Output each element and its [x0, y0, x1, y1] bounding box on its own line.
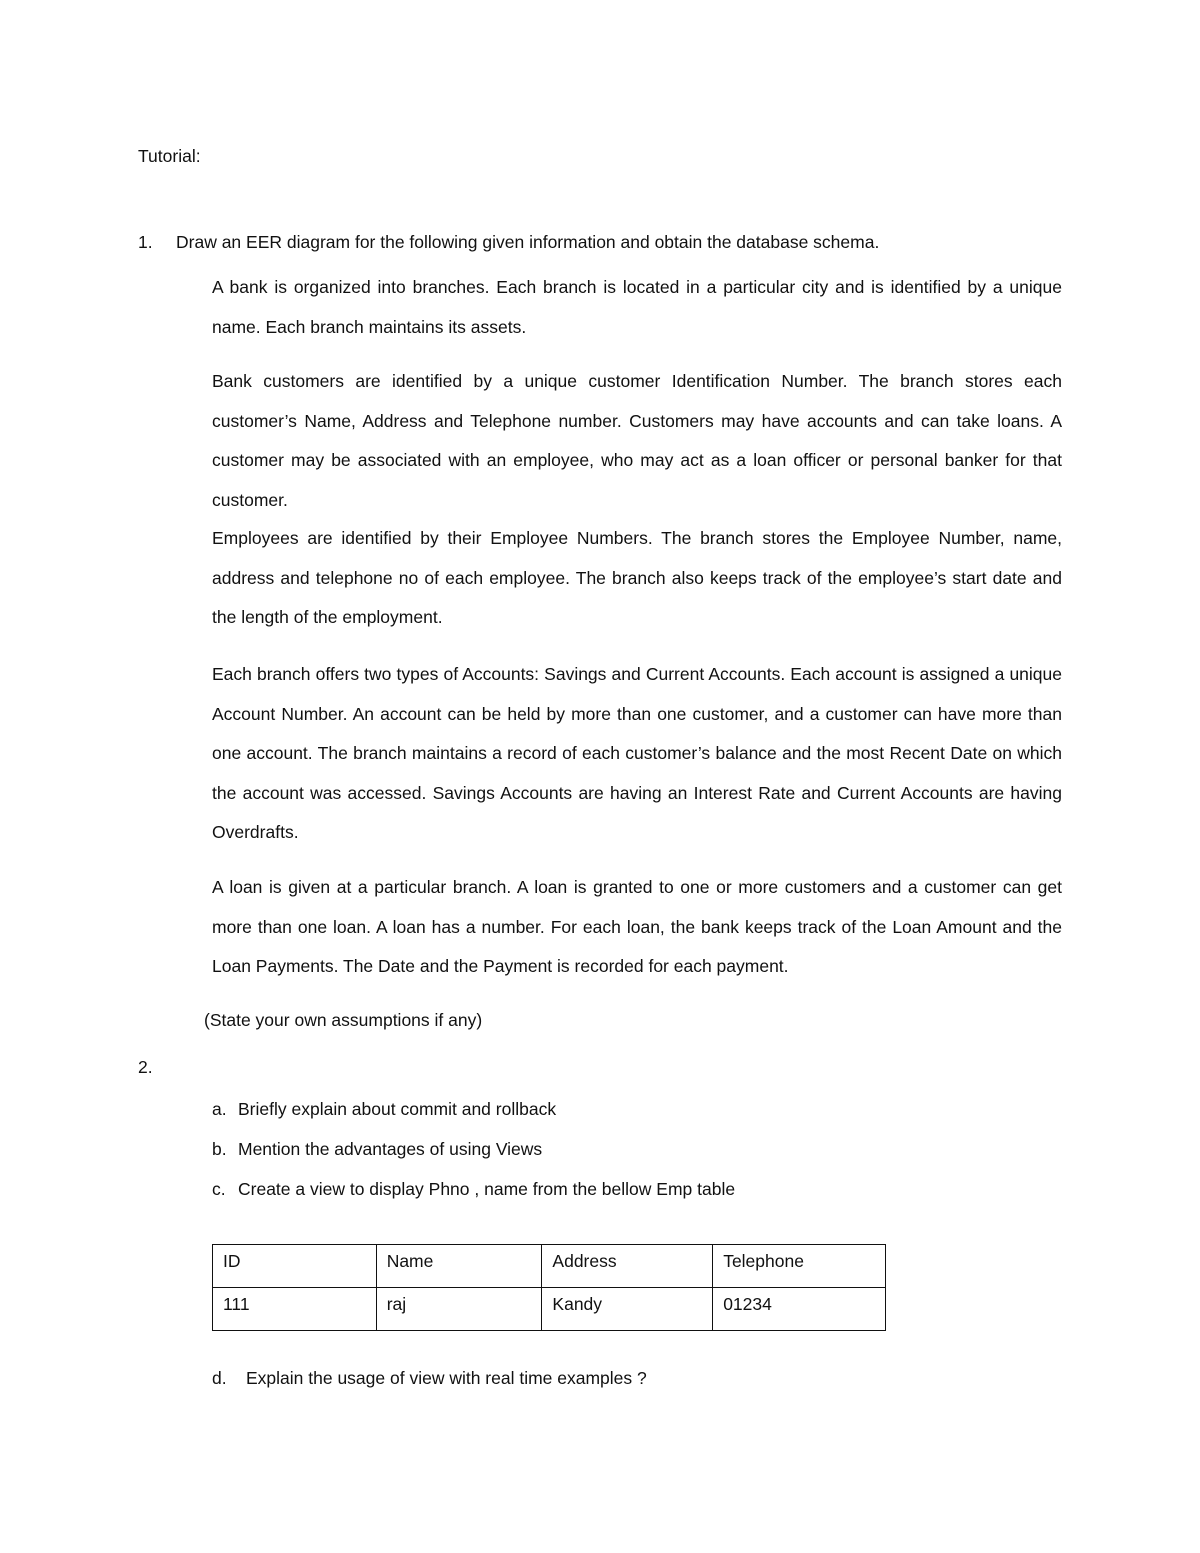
- item-b-text: Mention the advantages of using Views: [238, 1139, 543, 1159]
- item-a-text: Briefly explain about commit and rollback: [238, 1099, 557, 1119]
- item-a-letter: a.: [212, 1099, 227, 1119]
- item-c-letter: c.: [212, 1179, 226, 1199]
- item-b-letter: b.: [212, 1139, 227, 1159]
- header-id: ID: [213, 1245, 377, 1288]
- paragraph-customers: Bank customers are identified by a unique customer Identification Number. The branch stores each customer’s Name, Address and Telephone number. Customers may have accounts and can take loans. A customer may be associated with an employee, who may act as a loan officer or personal banker for that customer.: [212, 371, 1062, 510]
- paragraph-accounts: Each branch offers two types of Accounts: Savings and Current Accounts. Each account is assigned a unique Account Number. An account can be held by more than one customer, and a customer can have more than one account. The branch maintains a record of each customer’s balance and the most Recent Date on which the account was accessed. Savings Accounts are having an Interest Rate and Current Accounts are having Overdrafts.: [212, 664, 1062, 842]
- cell-telephone: 01234: [713, 1288, 886, 1331]
- question-1-prompt: Draw an EER diagram for the following given information and obtain the database schema.: [176, 232, 880, 252]
- page-title: Tutorial:: [138, 146, 201, 166]
- table-row: [213, 1288, 886, 1331]
- question-2-number: 2.: [138, 1057, 153, 1077]
- table-header-row: [213, 1245, 886, 1288]
- emp-table: [212, 1244, 886, 1331]
- cell-id: 111: [213, 1288, 377, 1331]
- item-d-letter: d.: [212, 1368, 227, 1388]
- cell-address: Kandy: [542, 1288, 713, 1331]
- header-address: Address: [542, 1245, 713, 1288]
- paragraph-loans: A loan is given at a particular branch. A loan is granted to one or more customers and a customer can get more than one loan. A loan has a number. For each loan, the bank keeps track of the Loan Amount and the Loan Payments. The Date and the Payment is recorded for each payment.: [212, 877, 1062, 976]
- assumptions-note: (State your own assumptions if any): [204, 1010, 483, 1030]
- question-1-number: 1.: [138, 232, 153, 252]
- item-d-text: Explain the usage of view with real time examples ?: [246, 1368, 647, 1388]
- cell-name: raj: [376, 1288, 542, 1331]
- header-name: Name: [376, 1245, 542, 1288]
- header-telephone: Telephone: [713, 1245, 886, 1288]
- paragraph-employees: Employees are identified by their Employee Numbers. The branch stores the Employee Number, name, address and telephone no of each employee. The branch also keeps track of the employee’s start date and the length of the employment.: [212, 528, 1062, 627]
- paragraph-branches: A bank is organized into branches. Each branch is located in a particular city and is identified by a unique name. Each branch maintains its assets.: [212, 277, 1062, 337]
- item-c-text: Create a view to display Phno , name from the bellow Emp table: [238, 1179, 736, 1199]
